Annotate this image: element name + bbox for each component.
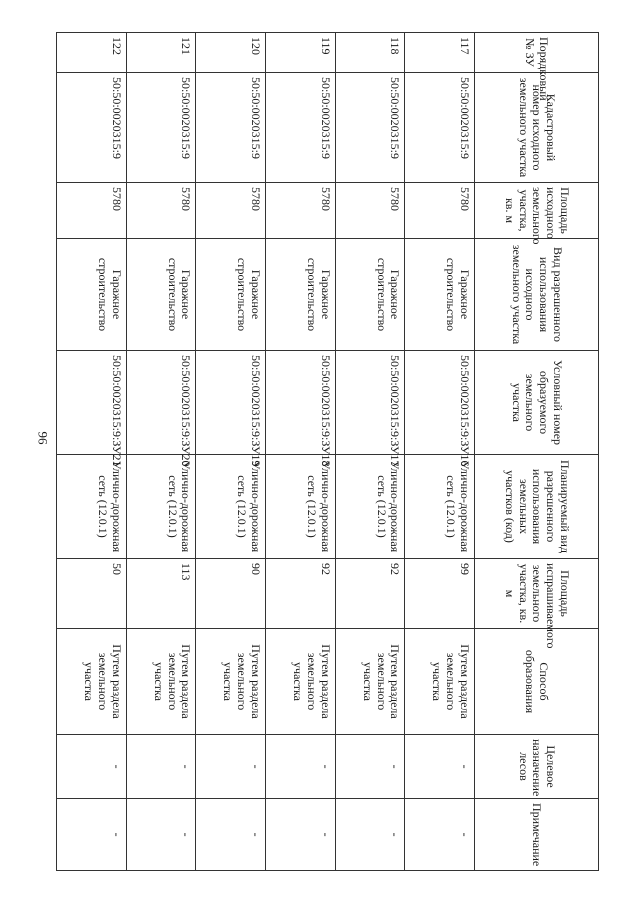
forest-purpose: - [57, 735, 127, 799]
planned-use: Улично-дорожная сеть (12.0.1) [126, 455, 196, 559]
source-permitted-use: Гаражное строительство [335, 239, 405, 351]
source-permitted-use: Гаражное строительство [57, 239, 127, 351]
header-cell: Условный номер образуемого земельного участка [475, 351, 599, 455]
new-plot-number: 50:50:0020315:9:ЗУ16 [405, 351, 475, 455]
source-permitted-use: Гаражное строительство [405, 239, 475, 351]
header-cell: Площадь исходного земельного участка, кв. м [475, 183, 599, 239]
formation-method: Путем раздела земельного участка [266, 629, 336, 735]
table-row [335, 33, 405, 871]
requested-area: 92 [335, 559, 405, 629]
row-number: 121 [126, 33, 196, 73]
formation-method: Путем раздела земельного участка [57, 629, 127, 735]
forest-purpose: - [196, 735, 266, 799]
row-number: 117 [405, 33, 475, 73]
source-permitted-use: Гаражное строительство [126, 239, 196, 351]
table-header-row [475, 33, 599, 871]
source-cadastral-number: 50:50:0020315:9 [196, 73, 266, 183]
planned-use: Улично-дорожная сеть (12.0.1) [335, 455, 405, 559]
planned-use: Улично-дорожная сеть (12.0.1) [57, 455, 127, 559]
row-number: 119 [266, 33, 336, 73]
land-plots-table [56, 32, 599, 871]
table-row [126, 33, 196, 871]
row-number: 122 [57, 33, 127, 73]
new-plot-number: 50:50:0020315:9:ЗУ18 [266, 351, 336, 455]
header-cell: Порядковый № ЗУ [475, 33, 599, 73]
table-row [266, 33, 336, 871]
note: - [405, 799, 475, 871]
new-plot-number: 50:50:0020315:9:ЗУ21 [57, 351, 127, 455]
source-cadastral-number: 50:50:0020315:9 [266, 73, 336, 183]
forest-purpose: - [335, 735, 405, 799]
header-cell: Способ образования [475, 629, 599, 735]
note: - [266, 799, 336, 871]
note: - [126, 799, 196, 871]
planned-use: Улично-дорожная сеть (12.0.1) [405, 455, 475, 559]
header-cell: Планируемый вид разрешенного использования земельных участков (код) [475, 455, 599, 559]
page-number: 96 [35, 431, 51, 445]
row-number: 118 [335, 33, 405, 73]
table-row [405, 33, 475, 871]
source-area: 5780 [405, 183, 475, 239]
source-area: 5780 [196, 183, 266, 239]
source-cadastral-number: 50:50:0020315:9 [405, 73, 475, 183]
requested-area: 90 [196, 559, 266, 629]
header-cell: Кадастровый номер исходного земельного участка [475, 73, 599, 183]
formation-method: Путем раздела земельного участка [335, 629, 405, 735]
source-area: 5780 [266, 183, 336, 239]
note: - [335, 799, 405, 871]
requested-area: 113 [126, 559, 196, 629]
new-plot-number: 50:50:0020315:9:ЗУ20 [126, 351, 196, 455]
planned-use: Улично-дорожная сеть (12.0.1) [196, 455, 266, 559]
formation-method: Путем раздела земельного участка [196, 629, 266, 735]
source-area: 5780 [126, 183, 196, 239]
new-plot-number: 50:50:0020315:9:ЗУ19 [196, 351, 266, 455]
source-cadastral-number: 50:50:0020315:9 [57, 73, 127, 183]
source-cadastral-number: 50:50:0020315:9 [335, 73, 405, 183]
rotated-table-container [56, 32, 599, 870]
table-row [57, 33, 127, 871]
requested-area: 92 [266, 559, 336, 629]
header-cell: Примечание [475, 799, 599, 871]
source-permitted-use: Гаражное строительство [266, 239, 336, 351]
planned-use: Улично-дорожная сеть (12.0.1) [266, 455, 336, 559]
header-cell: Вид разрешенного использования исходного земельного участка [475, 239, 599, 351]
forest-purpose: - [266, 735, 336, 799]
header-cell: Площадь испрашиваемого земельного участка, кв. м [475, 559, 599, 629]
row-number: 120 [196, 33, 266, 73]
note: - [57, 799, 127, 871]
note: - [196, 799, 266, 871]
formation-method: Путем раздела земельного участка [126, 629, 196, 735]
header-cell: Целевое назначение лесов [475, 735, 599, 799]
forest-purpose: - [405, 735, 475, 799]
requested-area: 50 [57, 559, 127, 629]
requested-area: 99 [405, 559, 475, 629]
forest-purpose: - [126, 735, 196, 799]
source-cadastral-number: 50:50:0020315:9 [126, 73, 196, 183]
new-plot-number: 50:50:0020315:9:ЗУ17 [335, 351, 405, 455]
source-permitted-use: Гаражное строительство [196, 239, 266, 351]
source-area: 5780 [57, 183, 127, 239]
formation-method: Путем раздела земельного участка [405, 629, 475, 735]
source-area: 5780 [335, 183, 405, 239]
table-row [196, 33, 266, 871]
